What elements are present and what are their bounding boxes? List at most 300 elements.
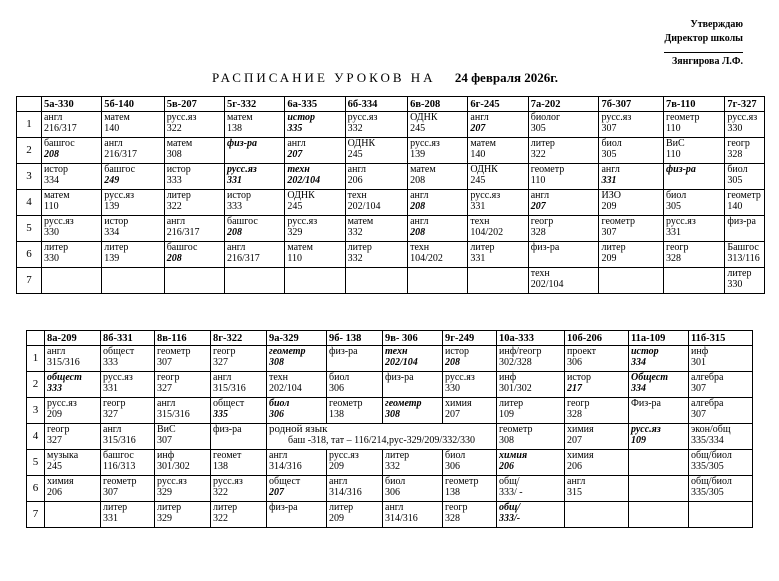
subject: русс.яз (347, 112, 378, 123)
subject: общ/биол (691, 476, 732, 487)
room: 330 (43, 253, 59, 264)
room: 209 (47, 409, 62, 420)
subject: проект (567, 346, 597, 357)
room: 332 (347, 227, 363, 238)
lesson-cell (267, 476, 327, 502)
room: 315/316 (47, 357, 80, 368)
lesson-cell (565, 502, 629, 528)
room: 104/202 (410, 253, 443, 264)
room: 330 (43, 227, 59, 238)
lesson-cell (327, 502, 383, 528)
room: 209 (601, 201, 617, 212)
room: 208 (410, 227, 426, 238)
subject: геомет (213, 450, 242, 461)
room: 202/104 (269, 383, 302, 394)
table-row (27, 372, 753, 398)
subject: биолог (530, 112, 561, 123)
subject: англ (287, 138, 306, 149)
class-header: 7г-327 (725, 97, 765, 112)
lesson-cell (41, 216, 101, 242)
room: 327 (157, 383, 172, 394)
class-header: 9в- 306 (383, 331, 443, 346)
native-language-merged-cell (267, 424, 497, 450)
lesson-cell (629, 372, 689, 398)
lesson-number: 6 (27, 476, 45, 502)
class-header: 11б-315 (689, 331, 753, 346)
subject: англ (157, 398, 176, 409)
room: 322 (213, 513, 228, 524)
room: 302/328 (499, 357, 532, 368)
lesson-cell (629, 424, 689, 450)
subject: башгос (103, 450, 134, 461)
lesson-cell (102, 138, 164, 164)
subject: ВиС (157, 424, 176, 435)
subject: башгос (104, 164, 136, 175)
page-title (212, 70, 558, 86)
room: 314/316 (269, 461, 302, 472)
class-header: 6г-245 (468, 97, 528, 112)
class-header: 8б-331 (101, 331, 155, 346)
room: 327 (103, 409, 118, 420)
subject: литер (347, 242, 372, 253)
subject: русс.яз (601, 112, 632, 123)
lesson-cell (408, 138, 468, 164)
class-header: 10а-333 (497, 331, 565, 346)
subject: общ/ (499, 502, 521, 513)
lesson-cell (41, 242, 101, 268)
room: 207 (269, 487, 284, 498)
subject: русс.яз (43, 216, 74, 227)
subject: англ (410, 190, 429, 201)
room: 209 (329, 461, 344, 472)
lesson-cell (267, 502, 327, 528)
lesson-cell (599, 242, 664, 268)
lesson-cell (41, 138, 101, 164)
table-row (17, 112, 765, 138)
subject: русс.яз (445, 372, 475, 383)
room: 333/- (499, 513, 521, 524)
subject: литер (329, 502, 354, 513)
subject: матем (470, 138, 496, 149)
lesson-cell (225, 190, 285, 216)
subject: англ (410, 216, 429, 227)
subject: литер (157, 502, 182, 513)
lesson-cell (689, 346, 753, 372)
subject: истор (43, 164, 68, 175)
subject: биол (385, 476, 406, 487)
class-header: 6б-334 (345, 97, 407, 112)
room: 110 (530, 175, 546, 186)
table-row (27, 424, 753, 450)
lesson-cell (497, 398, 565, 424)
subject: геогр (567, 398, 590, 409)
lesson-cell (663, 164, 724, 190)
room: 208 (227, 227, 243, 238)
lesson-cell (155, 346, 211, 372)
lesson-number: 4 (27, 424, 45, 450)
subject: Физ-ра (631, 398, 661, 409)
lesson-cell (155, 398, 211, 424)
room: 140 (104, 123, 120, 134)
room: 208 (410, 175, 426, 186)
subject: истор (166, 164, 191, 175)
room: 330 (445, 383, 460, 394)
subject: русс.яз (631, 424, 661, 435)
lesson-cell (267, 450, 327, 476)
room: 307 (691, 409, 706, 420)
subject: Башгос (727, 242, 759, 253)
subject: геометр (665, 112, 700, 123)
lesson-cell (101, 450, 155, 476)
lesson-cell (327, 398, 383, 424)
lesson-cell (102, 112, 164, 138)
lesson-cell (497, 346, 565, 372)
subject: техн (269, 372, 289, 383)
subject: физ-ра (213, 424, 242, 435)
subject: геометр (499, 424, 533, 435)
lesson-cell (443, 502, 497, 528)
room: 313/116 (727, 253, 760, 264)
lesson-cell (164, 268, 224, 294)
subject: общест (269, 476, 301, 487)
lesson-cell (345, 268, 407, 294)
lesson-cell (164, 190, 224, 216)
lesson-cell (285, 216, 345, 242)
subject: англ (269, 450, 288, 461)
room: 206 (499, 461, 514, 472)
lesson-cell (41, 268, 101, 294)
subject: геогр (665, 242, 689, 253)
table-row (17, 190, 765, 216)
room: 206 (347, 175, 363, 186)
header-corner (27, 331, 45, 346)
table-row (27, 502, 753, 528)
lesson-cell (383, 502, 443, 528)
room: 207 (445, 409, 460, 420)
subject: литер (103, 502, 128, 513)
class-header: 5а-330 (41, 97, 101, 112)
lesson-cell (211, 424, 267, 450)
header-corner (17, 97, 42, 112)
schedule-table-grades-5-7 (16, 96, 765, 294)
room: 327 (47, 435, 62, 446)
lesson-cell (725, 242, 765, 268)
subject: башгос (227, 216, 258, 227)
lesson-cell (599, 190, 664, 216)
subject: русс.яз (104, 190, 135, 201)
subject: геометр (269, 346, 306, 357)
lesson-cell (565, 450, 629, 476)
subject: техн (470, 216, 490, 227)
subject: геогр (157, 372, 180, 383)
subject: техн (347, 190, 367, 201)
lesson-cell (41, 164, 101, 190)
table-row (17, 216, 765, 242)
table-row (27, 346, 753, 372)
room: 322 (530, 149, 546, 160)
lesson-cell (345, 138, 407, 164)
lesson-cell (629, 502, 689, 528)
subject: англ (385, 502, 404, 513)
lesson-cell (689, 424, 753, 450)
room: 334 (631, 357, 646, 368)
lesson-cell (383, 372, 443, 398)
lesson-cell (164, 216, 224, 242)
room: 216/317 (104, 149, 138, 160)
room: 307 (601, 227, 617, 238)
subject: алгебра (691, 398, 724, 409)
lesson-cell (41, 112, 101, 138)
subject: русс.яз (47, 398, 77, 409)
subject: техн (385, 346, 408, 357)
room: 245 (347, 149, 363, 160)
subject: физ-ра (727, 216, 756, 227)
subject: биол (727, 164, 748, 175)
lesson-cell (663, 138, 724, 164)
lesson-cell (629, 450, 689, 476)
lesson-cell (408, 112, 468, 138)
subject: русс.яз (103, 372, 133, 383)
subject: геогр (213, 346, 236, 357)
lesson-cell (725, 112, 765, 138)
room: 306 (445, 461, 460, 472)
subject: геогр (530, 216, 554, 227)
lesson-cell (408, 216, 468, 242)
subject: истор (445, 346, 470, 357)
lesson-cell (408, 164, 468, 190)
subject: литер (470, 242, 495, 253)
room: 333 (47, 383, 62, 394)
class-header: 9б- 138 (327, 331, 383, 346)
room: 331 (103, 513, 118, 524)
lesson-number: 6 (17, 242, 42, 268)
subject: химия (567, 424, 594, 435)
lesson-cell (663, 190, 724, 216)
subject: музыка (47, 450, 79, 461)
room: 331 (470, 253, 486, 264)
subject: геометр (103, 476, 137, 487)
room: 333 (103, 357, 118, 368)
subject: биол (601, 138, 622, 149)
room: 328 (727, 149, 743, 160)
lesson-cell (383, 476, 443, 502)
class-header: 9а-329 (267, 331, 327, 346)
subject: физ-ра (329, 346, 358, 357)
room: 328 (567, 409, 582, 420)
subject: общ/биол (691, 450, 732, 461)
lesson-cell (468, 242, 528, 268)
subject: физ-ра (227, 138, 257, 149)
subject: геометр (385, 398, 422, 409)
lesson-cell (689, 476, 753, 502)
class-header: 6а-335 (285, 97, 345, 112)
subject: алгебра (691, 372, 724, 383)
lesson-cell (102, 164, 164, 190)
table-row (27, 476, 753, 502)
subject: техн (410, 242, 430, 253)
lesson-cell (599, 112, 664, 138)
lesson-cell (211, 372, 267, 398)
lesson-cell (565, 424, 629, 450)
schedule-table-grades-8-11 (26, 330, 753, 528)
lesson-cell (497, 502, 565, 528)
lesson-cell (211, 450, 267, 476)
subject: истор (567, 372, 592, 383)
subject: матем (104, 112, 130, 123)
room: 314/316 (329, 487, 362, 498)
subject: химия (445, 398, 472, 409)
subject: англ (601, 164, 620, 175)
lesson-cell (565, 476, 629, 502)
room: 301/302 (157, 461, 190, 472)
subject: литер (104, 242, 129, 253)
room: 314/316 (385, 513, 418, 524)
room: 138 (445, 487, 460, 498)
room: 206 (567, 461, 582, 472)
table-row (17, 138, 765, 164)
lesson-cell (383, 450, 443, 476)
lesson-cell (101, 346, 155, 372)
lesson-cell (225, 164, 285, 190)
subject: инф (157, 450, 175, 461)
lesson-cell (345, 164, 407, 190)
subject: англ (347, 164, 367, 175)
room: 328 (530, 227, 546, 238)
room: 306 (329, 383, 344, 394)
lesson-cell (408, 268, 468, 294)
lesson-cell (345, 190, 407, 216)
room: 307 (103, 487, 118, 498)
room: 208 (166, 253, 182, 264)
subject: русс.яз (470, 190, 501, 201)
subject: геометр (530, 164, 565, 175)
room: 104/202 (470, 227, 504, 238)
lesson-cell (565, 398, 629, 424)
merged-rooms: баш -318, тат – 116/214,рус-329/209/332/330 (288, 435, 475, 446)
lesson-cell (629, 398, 689, 424)
subject: геометр (445, 476, 479, 487)
room: 207 (470, 123, 486, 134)
room: 249 (104, 175, 120, 186)
lesson-cell (155, 424, 211, 450)
subject: матем (166, 138, 193, 149)
room: 322 (166, 201, 182, 212)
class-header: 5б-140 (102, 97, 164, 112)
lesson-cell (225, 268, 285, 294)
room: 332 (385, 461, 400, 472)
title-date: 24 февраля 2026г. (454, 70, 558, 85)
room: 305 (727, 175, 743, 186)
lesson-number: 1 (17, 112, 42, 138)
room: 208 (410, 201, 426, 212)
lesson-cell (211, 476, 267, 502)
subject: русс.яз (727, 112, 758, 123)
lesson-cell (211, 398, 267, 424)
subject: матем (347, 216, 374, 227)
room: 322 (166, 123, 182, 134)
class-header: 5г-332 (225, 97, 285, 112)
lesson-cell (345, 112, 407, 138)
lesson-cell (497, 424, 565, 450)
lesson-cell (155, 450, 211, 476)
subject: англ (43, 112, 63, 123)
room: 139 (104, 201, 120, 212)
table-row (27, 398, 753, 424)
lesson-cell (408, 242, 468, 268)
subject: литер (43, 242, 69, 253)
lesson-number: 4 (17, 190, 42, 216)
room: 308 (166, 149, 182, 160)
lesson-cell (599, 164, 664, 190)
room: 331 (227, 175, 243, 186)
room: 306 (385, 487, 400, 498)
lesson-cell (285, 164, 345, 190)
lesson-cell (164, 138, 224, 164)
subject: литер (385, 450, 410, 461)
subject: геогр (47, 424, 70, 435)
lesson-cell (327, 450, 383, 476)
subject: инф (691, 346, 709, 357)
subject: ИЗО (601, 190, 621, 201)
lesson-cell (497, 372, 565, 398)
lesson-cell (101, 398, 155, 424)
lesson-cell (327, 476, 383, 502)
lesson-cell (468, 268, 528, 294)
lesson-cell (327, 372, 383, 398)
room: 216/317 (43, 123, 77, 134)
subject: экон/общ (691, 424, 731, 435)
room: 202/104 (287, 175, 321, 186)
table-row (17, 164, 765, 190)
lesson-cell (497, 476, 565, 502)
room: 109 (499, 409, 514, 420)
room: 333 (166, 175, 182, 186)
subject: англ (103, 424, 122, 435)
lesson-cell (443, 476, 497, 502)
room: 308 (385, 409, 400, 420)
lesson-number: 2 (17, 138, 42, 164)
room: 333/ - (499, 487, 523, 498)
lesson-cell (225, 216, 285, 242)
lesson-cell (497, 450, 565, 476)
lesson-cell (599, 216, 664, 242)
room: 331 (103, 383, 118, 394)
subject: химия (499, 450, 528, 461)
room: 315/316 (213, 383, 246, 394)
subject: литер (213, 502, 238, 513)
title-label: РАСПИСАНИЕ УРОКОВ НА (212, 70, 436, 85)
lesson-cell (155, 476, 211, 502)
room: 328 (445, 513, 460, 524)
room: 209 (329, 513, 344, 524)
room: 332 (347, 253, 363, 264)
subject: англ (530, 190, 550, 201)
approval-line1: Утверждаю (690, 19, 743, 30)
subject: башгос (166, 242, 198, 253)
class-header: 11а-109 (629, 331, 689, 346)
room: 328 (665, 253, 681, 264)
lesson-cell (528, 242, 599, 268)
approval-signer: Зянгирова Л.Ф. (664, 52, 743, 69)
lesson-cell (663, 268, 724, 294)
subject: ОДНК (287, 190, 315, 201)
lesson-cell (528, 164, 599, 190)
lesson-cell (663, 112, 724, 138)
lesson-cell (599, 268, 664, 294)
approval-block (664, 18, 743, 69)
subject: истор (104, 216, 129, 227)
room: 306 (269, 409, 284, 420)
